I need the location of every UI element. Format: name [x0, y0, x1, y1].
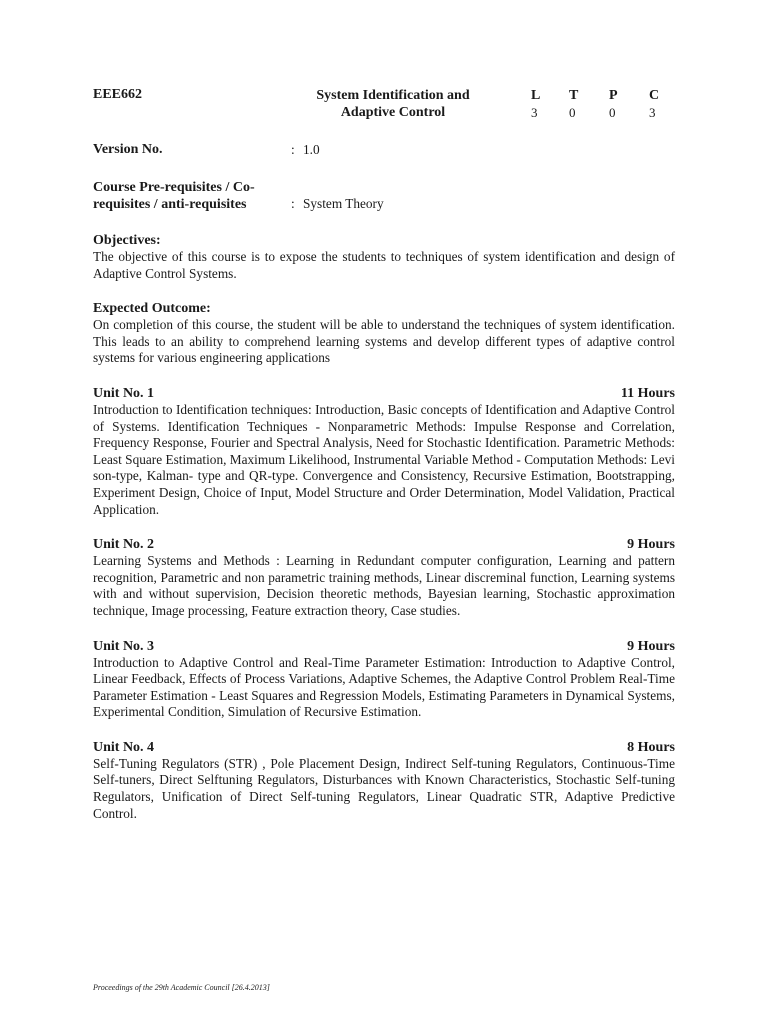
ltpc-col-c [649, 87, 669, 121]
outcome-text: On completion of this course, the student will be able to understand the techniques of system identification. This leads to an ability to comprehend learning systems and develop different types of adaptive control systems for various engineering applications [93, 317, 675, 366]
unit-header [93, 385, 675, 402]
unit-1-section [93, 385, 675, 518]
prerequisites-label [93, 179, 283, 213]
ltpc-key: L [531, 88, 541, 103]
version-value: 1.0 [303, 142, 320, 157]
prerequisites-label-line2: requisites / anti-requisites [93, 197, 247, 212]
unit-4-section [93, 739, 675, 822]
syllabus-page [93, 87, 675, 822]
ltpc-value: 3 [649, 105, 656, 120]
ltpc-col-p [609, 87, 629, 121]
objectives-heading: Objectives: [93, 233, 161, 248]
course-title-line2: Adaptive Control [340, 105, 446, 120]
course-title [291, 87, 495, 121]
ltpc-key: C [649, 88, 660, 103]
course-title-line1: System Identification and [316, 88, 470, 103]
unit-header [93, 536, 675, 553]
unit-title: Unit No. 4 [93, 739, 155, 755]
unit-title: Unit No. 2 [93, 537, 155, 553]
page-footer: Proceedings of the 29th Academic Council [26.4.2013] [93, 983, 270, 992]
unit-3-section [93, 638, 675, 721]
ltpc-value: 3 [531, 105, 538, 120]
unit-hours: 9 Hours [627, 537, 675, 553]
unit-text: Introduction to Adaptive Control and Real-Time Parameter Estimation: Introduction to Adaptive Control, Linear Feedback, Effects of Process Variations, Adaptive Schemes, the Adaptive Control Problem Real-Time Parameter Estimation - Least Squares and Regression Models, Estimating Parameters in Dynamical Systems, Experimental Condition, Simulation of Recursive Estimation. [93, 654, 675, 720]
prerequisites-separator: : [291, 196, 295, 211]
course-code: EEE662 [93, 87, 143, 102]
unit-hours: 9 Hours [627, 638, 675, 654]
version-row [93, 142, 675, 159]
objectives-section [93, 232, 675, 282]
unit-hours: 11 Hours [620, 385, 675, 401]
course-header [93, 87, 675, 123]
unit-text: Self-Tuning Regulators (STR) , Pole Placement Design, Indirect Self-tuning Regulators, Continuous-Time Self-tuners, Direct Selftuning Regulators, Disturbances with Known Characteristics, Stochastic Self-tuning Regulators, Unification of Direct Self-tuning Regulators, Linear Quadratic STR, Adaptive Predictive Control. [93, 755, 675, 821]
unit-header [93, 739, 675, 756]
prerequisites-value: System Theory [303, 196, 384, 211]
unit-text: Learning Systems and Methods : Learning in Redundant computer configuration, Learning and pattern recognition, Parametric and non parametric training methods, Linear discreminal function, Learning systems with and without supervision, Decision theoretic methods, Bayesian learning, Stochastic approximation technique, Image processing, Feature extraction theory, Case studies. [93, 553, 675, 618]
ltpc-key: T [569, 88, 579, 103]
ltpc-value: 0 [569, 105, 576, 120]
unit-title: Unit No. 1 [93, 385, 155, 401]
ltpc-col-t [569, 87, 589, 121]
version-label: Version No. [93, 142, 163, 157]
unit-2-section [93, 536, 675, 619]
ltpc-value: 0 [609, 105, 616, 120]
outcome-heading: Expected Outcome: [93, 301, 211, 317]
unit-header [93, 638, 675, 655]
ltpc-key: P [609, 88, 618, 103]
unit-title: Unit No. 3 [93, 638, 155, 654]
ltpc-col-l [531, 87, 551, 121]
unit-hours: 8 Hours [627, 739, 675, 755]
version-separator: : [291, 142, 295, 157]
prerequisites-label-line1: Course Pre-requisites / Co- [93, 180, 255, 195]
unit-text: Introduction to Identification techniques: Introduction, Basic concepts of Identification and Adaptive Control of Systems. Identification Techniques - Nonparametric Methods: Impulse Response and Correlation, Frequency Response, Fourier and Spectral Analysis, Need for Stochastic Identification. Parametric Methods: Least Square Estimation, Maximum Likelihood, Instrumental Variable Method - Computation Methods: Levi son-type, Kalman- type and QR-type. Convergence and Consistency, Recursive Estimation, Bootstrapping, Experiment Design, Choice of Input, Model Structure and Order Determination, Model Validation, Practical Application. [93, 401, 675, 517]
prerequisites-row [93, 179, 675, 213]
objectives-text: The objective of this course is to expose the students to techniques of system identification and design of Adaptive Control Systems. [93, 249, 675, 281]
outcome-section [93, 300, 675, 367]
